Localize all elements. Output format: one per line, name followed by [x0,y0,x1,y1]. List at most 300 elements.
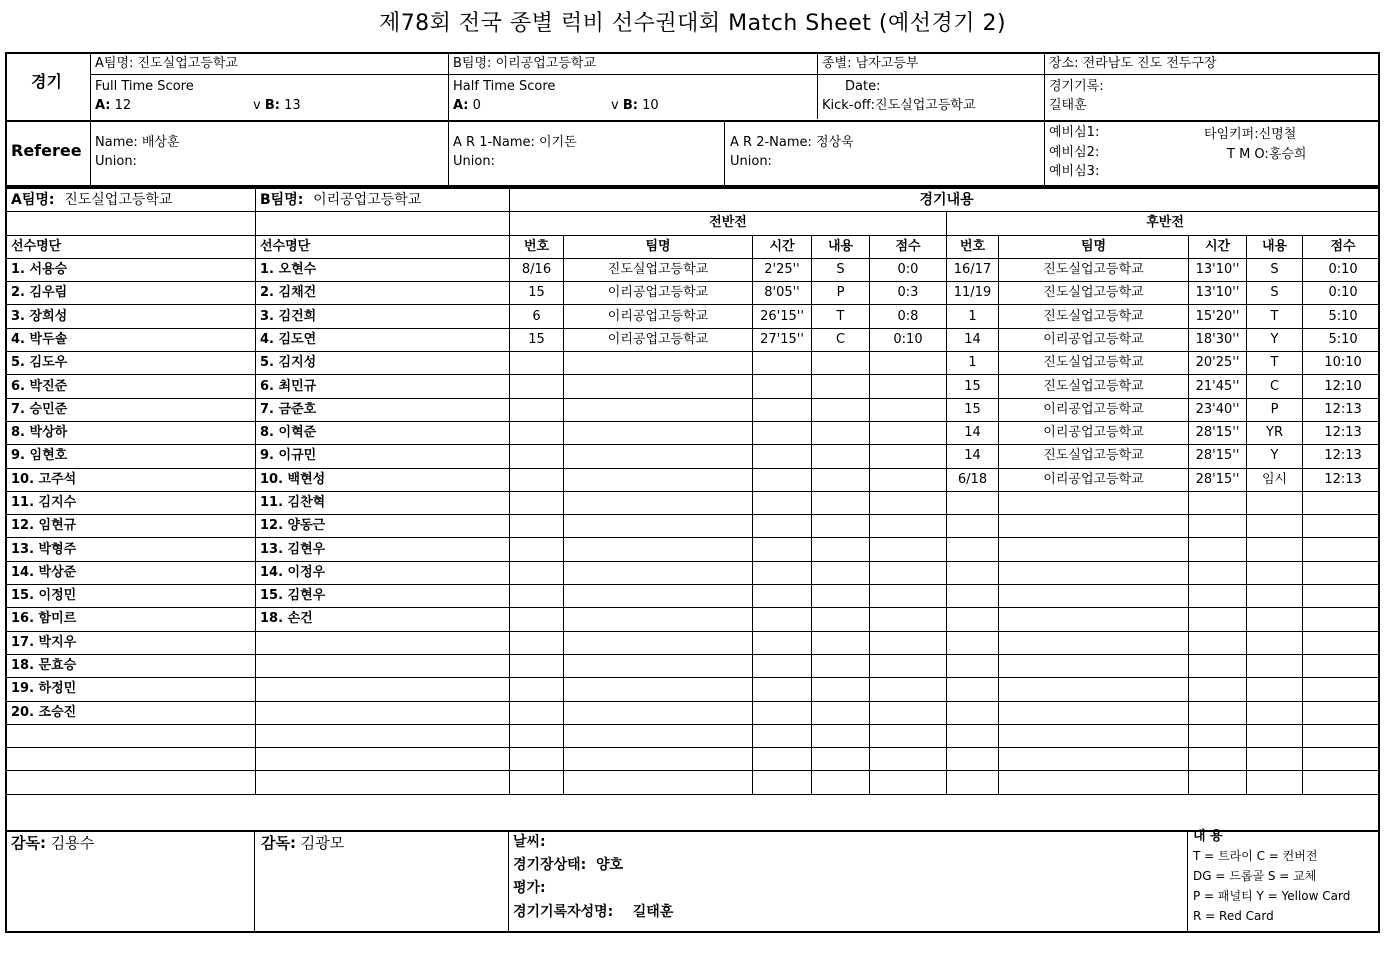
player-a: 10. 고주석 [7,468,256,491]
half-time-label: Half Time Score [453,79,556,94]
event-score [870,538,947,561]
event-score [1303,491,1381,514]
event-score [870,654,947,677]
event-time [753,654,812,677]
event-row [510,748,1381,771]
event-row [510,398,1381,421]
player-a: 12. 임현규 [7,515,256,538]
event-number: 8/16 [510,258,564,281]
event-number [510,631,564,654]
event-number: 14 [947,421,999,444]
field-condition-field: 경기장상태: 양호 [513,857,624,873]
event-number [947,491,999,514]
event-type [812,724,870,747]
event-team [999,538,1189,561]
event-score: 12:13 [1303,468,1381,491]
event-time [1189,608,1247,631]
legend-line-2: DG = 드롭골 S = 교체 [1193,869,1317,883]
event-type: C [1247,375,1303,398]
event-score: 5:10 [1303,328,1381,351]
event-team [564,701,753,724]
event-score [870,398,947,421]
event-row [510,328,1381,351]
event-team [564,678,753,701]
event-score: 10:10 [1303,352,1381,375]
event-type [812,468,870,491]
roster-row [7,375,510,398]
event-time: 13'10'' [1189,282,1247,305]
event-team [999,515,1189,538]
event-time [753,468,812,491]
event-type [1247,538,1303,561]
legend-line-1: T = 트라이 C = 컨버전 [1193,849,1318,863]
roster-row [7,585,510,608]
event-team [564,631,753,654]
event-type [812,771,870,794]
event-score: 0:10 [1303,282,1381,305]
event-time: 26'15'' [753,305,812,328]
event-score [870,748,947,771]
date-label: Date: [845,79,881,94]
half-score-b: v B: 10 [611,98,659,113]
roster-row [7,538,510,561]
event-type [812,398,870,421]
roster-team-a: A팀명: 진도실업고등학교 [7,189,256,212]
event-team: 이리공업고등학교 [999,398,1189,421]
event-type [812,375,870,398]
player-b: 13. 김현우 [256,538,510,561]
player-b: 12. 양동근 [256,515,510,538]
event-type: S [812,258,870,281]
roster-team-b: B팀명: 이리공업고등학교 [256,189,510,212]
player-a: 5. 김도우 [7,352,256,375]
event-score [1303,538,1381,561]
roster-row [7,352,510,375]
col-header-type: 내용 [812,235,870,258]
weather-label: 날씨: [513,834,546,850]
event-team: 이리공업고등학교 [999,468,1189,491]
event-score [870,608,947,631]
player-a: 2. 김우림 [7,282,256,305]
event-time [1189,771,1247,794]
event-type [812,701,870,724]
event-score [870,678,947,701]
event-time: 28'15'' [1189,421,1247,444]
player-b: 9. 이규민 [256,445,510,468]
event-row [510,515,1381,538]
player-a: 14. 박상준 [7,561,256,584]
player-a: 1. 서용승 [7,258,256,281]
event-time [1189,631,1247,654]
event-number [510,375,564,398]
event-time [753,631,812,654]
event-row [510,445,1381,468]
event-team [564,445,753,468]
event-row [510,258,1381,281]
event-type [1247,654,1303,677]
event-score [1303,561,1381,584]
event-type: S [1247,282,1303,305]
event-row [510,608,1381,631]
player-a: 4. 박두솔 [7,328,256,351]
event-number [510,468,564,491]
player-b: 5. 김지성 [256,352,510,375]
roster-body [7,189,510,795]
event-score [870,515,947,538]
event-type [812,421,870,444]
event-number [947,538,999,561]
player-b [256,631,510,654]
team-a-field: A팀명: 진도실업고등학교 [95,56,238,71]
event-type [1247,491,1303,514]
event-type [812,654,870,677]
event-row [510,585,1381,608]
event-type [812,352,870,375]
event-score [1303,724,1381,747]
event-number [510,352,564,375]
event-type [812,561,870,584]
player-b: 2. 김채건 [256,282,510,305]
event-number: 14 [947,445,999,468]
main-sheet [5,187,1380,832]
timekeeper-field: 타임키퍼:신명철 [1204,127,1297,142]
player-a: 16. 함미르 [7,608,256,631]
event-score [1303,771,1381,794]
roster-row [7,491,510,514]
roster-list-label-b: 선수명단 [256,235,510,258]
event-row [510,771,1381,794]
event-score [1303,701,1381,724]
event-time [753,701,812,724]
coach-b-field: 감독: 김광모 [261,834,345,852]
reserve-3: 예비심3: [1049,164,1100,179]
event-number: 15 [947,375,999,398]
event-type [812,515,870,538]
roster-row [7,654,510,677]
event-type: P [812,282,870,305]
event-time [753,771,812,794]
roster-row [7,282,510,305]
event-team: 진도실업고등학교 [564,258,753,281]
event-type: P [1247,398,1303,421]
col-header-score: 점수 [1303,235,1381,258]
roster-row [7,678,510,701]
player-b: 1. 오현수 [256,258,510,281]
event-team [564,771,753,794]
roster-row [7,701,510,724]
event-type: T [1247,352,1303,375]
event-score [870,561,947,584]
event-time [753,678,812,701]
event-team: 진도실업고등학교 [999,352,1189,375]
col-header-time: 시간 [753,235,812,258]
event-row [510,724,1381,747]
event-number: 1 [947,305,999,328]
event-time: 18'30'' [1189,328,1247,351]
event-score [1303,748,1381,771]
event-time [753,398,812,421]
event-type [812,538,870,561]
player-a: 15. 이정민 [7,585,256,608]
event-time [1189,701,1247,724]
ar2-union: Union: [730,154,772,169]
referee-union: Union: [95,154,137,169]
event-number [510,724,564,747]
player-a: 8. 박상하 [7,421,256,444]
event-score: 0:3 [870,282,947,305]
ar2-field: A R 2-Name: 정상욱 [730,135,854,150]
event-time [753,724,812,747]
event-time: 2'25'' [753,258,812,281]
event-type [1247,724,1303,747]
page-title: 제78회 전국 종별 럭비 선수권대회 Match Sheet (예선경기 2) [378,11,1007,36]
player-b [256,701,510,724]
roster-row [7,258,510,281]
event-type: 임시 [1247,468,1303,491]
event-score: 0:8 [870,305,947,328]
event-score: 12:13 [1303,421,1381,444]
recorder-name: 길태훈 [1049,98,1087,113]
event-team: 이리공업고등학교 [999,328,1189,351]
event-team [999,771,1189,794]
event-row [510,352,1381,375]
event-time [1189,491,1247,514]
half-score-a: A: 0 [453,98,481,113]
event-team [564,561,753,584]
event-row [510,282,1381,305]
team-b-field: B팀명: 이리공업고등학교 [453,56,597,71]
event-time [1189,654,1247,677]
event-team: 이리공업고등학교 [999,421,1189,444]
roster-spacer-b [256,212,510,235]
event-team [564,468,753,491]
event-number [947,771,999,794]
event-number [510,678,564,701]
event-time [753,491,812,514]
event-type: YR [1247,421,1303,444]
event-number [947,631,999,654]
division-field: 종별: 남자고등부 [822,56,919,71]
event-number [510,748,564,771]
full-score-b: v B: 13 [253,98,301,113]
player-a [7,771,256,794]
event-team [999,631,1189,654]
event-type [812,748,870,771]
event-type [1247,771,1303,794]
event-score [870,352,947,375]
event-number [510,421,564,444]
event-team [999,678,1189,701]
event-row [510,468,1381,491]
event-number [947,701,999,724]
player-b [256,654,510,677]
player-b: 11. 김찬혁 [256,491,510,514]
event-team: 이리공업고등학교 [564,282,753,305]
event-number [947,724,999,747]
reserve-2: 예비심2: [1049,145,1100,160]
roster-row [7,748,510,771]
event-number: 1 [947,352,999,375]
event-score [870,375,947,398]
event-time: 8'05'' [753,282,812,305]
event-team: 진도실업고등학교 [999,305,1189,328]
event-time [753,352,812,375]
event-score: 0:0 [870,258,947,281]
writer-field: 경기기록자성명: 길태훈 [513,904,674,920]
player-a [7,724,256,747]
event-number [510,608,564,631]
tmo-field: T M O:홍승희 [1227,147,1307,162]
event-type [1247,631,1303,654]
event-team [564,352,753,375]
event-number [947,748,999,771]
full-time-label: Full Time Score [95,79,194,94]
event-time [1189,724,1247,747]
event-time: 28'15'' [1189,468,1247,491]
col-header-number: 번호 [510,235,564,258]
event-row [510,538,1381,561]
events-header-row [510,235,1381,258]
event-type [1247,561,1303,584]
roster-row [7,445,510,468]
event-time [1189,585,1247,608]
event-time [753,748,812,771]
event-type: Y [1247,445,1303,468]
player-a: 7. 승민준 [7,398,256,421]
event-time: 15'20'' [1189,305,1247,328]
event-time: 13'10'' [1189,258,1247,281]
event-number [510,701,564,724]
event-number [947,585,999,608]
event-row [510,421,1381,444]
event-team [564,375,753,398]
event-row [510,305,1381,328]
event-time [1189,538,1247,561]
match-header [5,52,1380,187]
roster-table [6,188,510,795]
col-header-team: 팀명 [564,235,753,258]
event-score [1303,585,1381,608]
event-team [999,561,1189,584]
event-team: 이리공업고등학교 [564,328,753,351]
event-type [812,445,870,468]
event-score [1303,608,1381,631]
event-type [812,631,870,654]
event-type [1247,585,1303,608]
player-a: 3. 장희성 [7,305,256,328]
col-header-time: 시간 [1189,235,1247,258]
event-number [947,608,999,631]
event-number: 15 [510,328,564,351]
player-b: 3. 김건희 [256,305,510,328]
event-type: T [812,305,870,328]
event-number: 11/19 [947,282,999,305]
event-team [564,515,753,538]
roster-row [7,515,510,538]
player-b: 10. 백현성 [256,468,510,491]
event-time [753,445,812,468]
player-b [256,678,510,701]
event-type [1247,678,1303,701]
event-score [1303,654,1381,677]
event-type: C [812,328,870,351]
event-team: 진도실업고등학교 [999,282,1189,305]
event-time [753,561,812,584]
event-type: T [1247,305,1303,328]
event-team [564,398,753,421]
event-number: 14 [947,328,999,351]
event-number [510,561,564,584]
roster-row [7,631,510,654]
roster-row [7,421,510,444]
col-header-type: 내용 [1247,235,1303,258]
player-a: 9. 임현호 [7,445,256,468]
roster-row [7,561,510,584]
event-type [1247,608,1303,631]
event-team [564,748,753,771]
roster-list-label-a: 선수명단 [7,235,256,258]
event-number [510,445,564,468]
event-team [564,654,753,677]
event-team [564,724,753,747]
event-number [510,398,564,421]
event-type [1247,515,1303,538]
event-time [1189,561,1247,584]
event-team [564,421,753,444]
player-b: 15. 김현우 [256,585,510,608]
event-row [510,678,1381,701]
player-a: 6. 박진준 [7,375,256,398]
player-a [7,748,256,771]
player-b: 14. 이정우 [256,561,510,584]
player-b: 18. 손건 [256,608,510,631]
event-team [999,748,1189,771]
player-b: 6. 최민규 [256,375,510,398]
event-row [510,654,1381,677]
roster-row [7,724,510,747]
event-number [510,585,564,608]
first-half-label: 전반전 [510,212,947,235]
event-team: 진도실업고등학교 [999,258,1189,281]
event-time: 27'15'' [753,328,812,351]
col-header-number: 번호 [947,235,999,258]
event-score [870,631,947,654]
event-team [564,608,753,631]
event-number: 15 [510,282,564,305]
event-type [1247,748,1303,771]
roster-row [7,398,510,421]
event-score: 0:10 [1303,258,1381,281]
event-score [870,771,947,794]
roster-spacer-a [7,212,256,235]
event-number: 15 [947,398,999,421]
event-number [510,654,564,677]
col-header-score: 점수 [870,235,947,258]
roster-row [7,468,510,491]
event-type [812,585,870,608]
event-number [947,515,999,538]
player-a: 19. 하정민 [7,678,256,701]
roster-row [7,608,510,631]
player-a: 13. 박형주 [7,538,256,561]
legend-title: 내 용 [1193,829,1223,844]
event-team [999,608,1189,631]
event-team [999,491,1189,514]
event-type [1247,701,1303,724]
event-time [1189,678,1247,701]
event-number [510,771,564,794]
referee-label: Referee [11,141,82,160]
